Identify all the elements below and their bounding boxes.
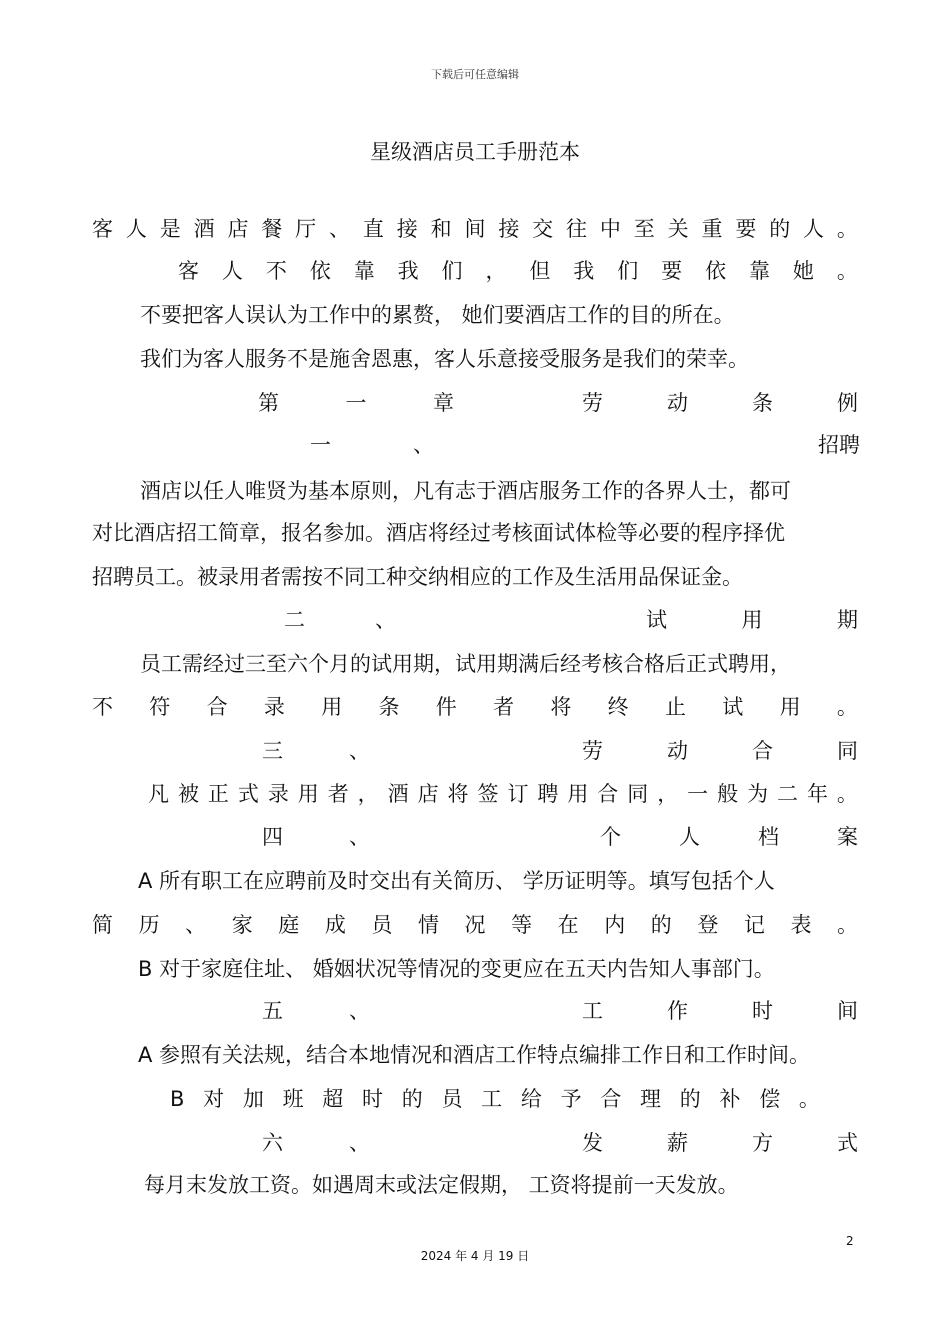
body-line-7: 酒店以任人唯贤为基本原则，凡有志于酒店服务工作的各界人士，都可 — [140, 479, 791, 503]
section-title: 个 人 档 案 — [600, 825, 858, 849]
section-heading-6 — [262, 1128, 858, 1158]
body-line-2: 客 人 不 依 靠 我 们 ， 但 我 们 要 依 靠 她 。 — [178, 259, 858, 283]
section-title: 发 薪 方 式 — [582, 1131, 858, 1155]
section-heading-4 — [262, 822, 858, 852]
section-number: 四 、 — [262, 825, 370, 849]
footer-date: 2024 年 4 月 19 日 — [420, 1249, 530, 1263]
section-title: 工 作 时 间 — [582, 999, 858, 1023]
page-number: 2 — [846, 1234, 854, 1248]
body-line-3: 不要把客人误认为工作中的累赘， 她们要酒店工作的目的所在。 — [140, 303, 735, 327]
chapter-heading — [258, 388, 858, 418]
section-number: 一 、 — [310, 433, 434, 457]
chapter-number: 第 一 章 — [258, 391, 454, 415]
page-header: 下载后可任意编辑 — [431, 68, 519, 81]
body-line-20: A 参照有关法规，结合本地情况和酒店工作特点编排工作日和工作时间。 — [138, 1043, 811, 1067]
section-title: 劳 动 合 同 — [582, 739, 858, 763]
body-line-21: B 对 加 班 超 时 的 员 工 给 予 合 理 的 补 偿 。 — [170, 1087, 820, 1111]
section-number: 五 、 — [262, 999, 370, 1023]
section-title: 试 用 期 — [646, 608, 858, 632]
body-line-4: 我们为客人服务不是施舍恩惠，客人乐意接受服务是我们的荣幸。 — [140, 347, 749, 371]
body-line-16: A 所有职工在应聘前及时交出有关简历、 学历证明等。填写包括个人 — [138, 869, 775, 893]
section-heading-1 — [310, 430, 858, 460]
body-line-23: 每月末发放工资。如遇周末或法定假期， 工资将提前一天发放。 — [144, 1173, 739, 1197]
section-number: 二 、 — [284, 608, 396, 632]
section-title: 招 聘 — [818, 433, 860, 457]
body-line-1: 客 人 是 酒 店 餐 厅 、 直 接 和 间 接 交 往 中 至 关 重 要 的 人 。 — [92, 217, 858, 241]
section-heading-2 — [284, 605, 858, 635]
body-line-17: 简 历 、 家 庭 成 员 情 况 等 在 内 的 登 记 表 。 — [92, 913, 858, 937]
body-line-9: 招聘员工。被录用者需按不同工种交纳相应的工作及生活用品保证金。 — [92, 565, 743, 589]
document-title: 星级酒店员工手册范本 — [370, 140, 580, 164]
body-line-8: 对比酒店招工简章，报名参加。酒店将经过考核面试体检等必要的程序择优 — [92, 521, 785, 545]
body-line-14: 凡 被 正 式 录 用 者 ， 酒 店 将 签 订 聘 用 合 同 ， 一 般 为 二 年 。 — [148, 782, 858, 806]
body-line-18: B 对于家庭住址、 婚姻状况等情况的变更应在五天内告知人事部门。 — [138, 957, 775, 981]
section-number: 三 、 — [262, 739, 370, 763]
chapter-title: 劳 动 条 例 — [582, 391, 858, 415]
body-line-12: 不 符 合 录 用 条 件 者 将 终 止 试 用 。 — [92, 695, 858, 719]
body-line-11: 员工需经过三至六个月的试用期，试用期满后经考核合格后正式聘用， — [140, 652, 791, 676]
section-number: 六 、 — [262, 1131, 370, 1155]
section-heading-3 — [262, 736, 858, 766]
section-heading-5 — [262, 996, 858, 1026]
